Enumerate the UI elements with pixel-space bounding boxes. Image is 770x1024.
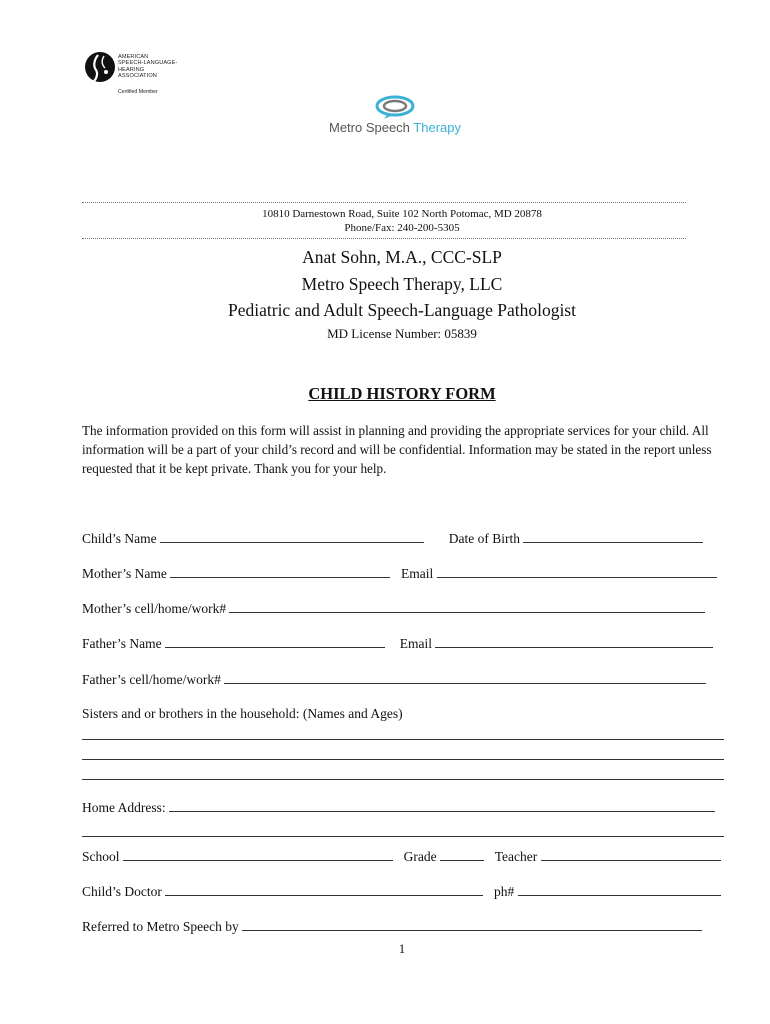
home-address-line-2[interactable] <box>82 836 724 837</box>
metro-speech-logo <box>310 95 480 141</box>
label-mothers-name: Mother’s Name <box>82 566 167 581</box>
label-childs-doctor: Child’s Doctor <box>82 884 162 899</box>
row-home-address <box>82 799 724 816</box>
fathers-name-field[interactable] <box>165 635 385 648</box>
row-doctor <box>82 883 724 900</box>
label-mother-email: Email <box>400 566 434 581</box>
speech-bubble-icon <box>374 95 416 119</box>
row-referred <box>82 918 724 935</box>
label-fathers-name: Father’s Name <box>82 636 162 651</box>
metro-logo-text: Metro Speech Therapy <box>328 120 462 135</box>
label-grade: Grade <box>403 849 437 864</box>
father-email-field[interactable] <box>435 635 713 648</box>
mother-email-field[interactable] <box>437 565 717 578</box>
home-address-field[interactable] <box>169 799 715 812</box>
date-of-birth-field[interactable] <box>523 530 703 543</box>
label-date-of-birth: Date of Birth <box>448 531 520 546</box>
asha-logo <box>84 50 194 98</box>
label-school: School <box>82 849 120 864</box>
page-number: 1 <box>398 941 406 956</box>
mothers-phone-field[interactable] <box>229 600 705 613</box>
childs-name-field[interactable] <box>160 530 424 543</box>
divider-top <box>82 202 686 203</box>
row-siblings <box>82 706 724 722</box>
address-street: 10810 Darnestown Road, Suite 102 North Potomac, MD 20878 <box>262 208 542 220</box>
form-title: CHILD HISTORY FORM <box>308 384 496 403</box>
label-father-email: Email <box>399 636 432 651</box>
doctor-phone-field[interactable] <box>518 883 721 896</box>
divider-bottom <box>82 238 686 239</box>
siblings-line-1[interactable] <box>82 739 724 740</box>
asha-certified-label: Certified Member <box>118 89 158 95</box>
grade-field[interactable] <box>440 848 484 861</box>
label-mothers-phone: Mother’s cell/home/work# <box>82 601 227 616</box>
mothers-name-field[interactable] <box>170 565 390 578</box>
siblings-line-2[interactable] <box>82 759 724 760</box>
childs-doctor-field[interactable] <box>165 883 483 896</box>
school-field[interactable] <box>123 848 393 861</box>
siblings-line-3[interactable] <box>82 779 724 780</box>
label-doctor-phone: ph# <box>494 884 515 899</box>
referred-by-field[interactable] <box>242 918 702 931</box>
fathers-phone-field[interactable] <box>224 671 706 684</box>
label-home-address: Home Address: <box>82 800 166 815</box>
asha-name: AMERICAN SPEECH-LANGUAGE- HEARING ASSOCIATION <box>118 54 178 80</box>
address-phone: Phone/Fax: 240-200-5305 <box>344 222 460 234</box>
row-school <box>82 848 724 865</box>
license-number: MD License Number: 05839 <box>327 326 477 341</box>
provider-title: Pediatric and Adult Speech-Language Pathologist <box>228 300 576 320</box>
row-child <box>82 530 724 547</box>
asha-emblem-icon <box>84 50 118 86</box>
row-mother <box>82 565 724 582</box>
provider-name: Anat Sohn, M.A., CCC-SLP <box>302 247 502 267</box>
label-referred-by: Referred to Metro Speech by <box>82 919 239 934</box>
intro-paragraph: The information provided on this form will assist in planning and providing the appropriate services for your child. All information will be a part of your child’s record and will be confidential. Information may be stated in the report unless requested that it be kept private. Thank you for your help. <box>82 423 712 476</box>
row-mother-phone <box>82 600 724 617</box>
label-teacher: Teacher <box>494 849 538 864</box>
label-fathers-phone: Father’s cell/home/work# <box>82 672 221 687</box>
row-father-phone <box>82 671 724 688</box>
label-siblings: Sisters and or brothers in the household: (Names and Ages) <box>82 706 403 721</box>
row-father <box>82 635 724 652</box>
label-childs-name: Child’s Name <box>82 531 157 546</box>
practice-name: Metro Speech Therapy, LLC <box>301 274 503 294</box>
teacher-field[interactable] <box>541 848 721 861</box>
